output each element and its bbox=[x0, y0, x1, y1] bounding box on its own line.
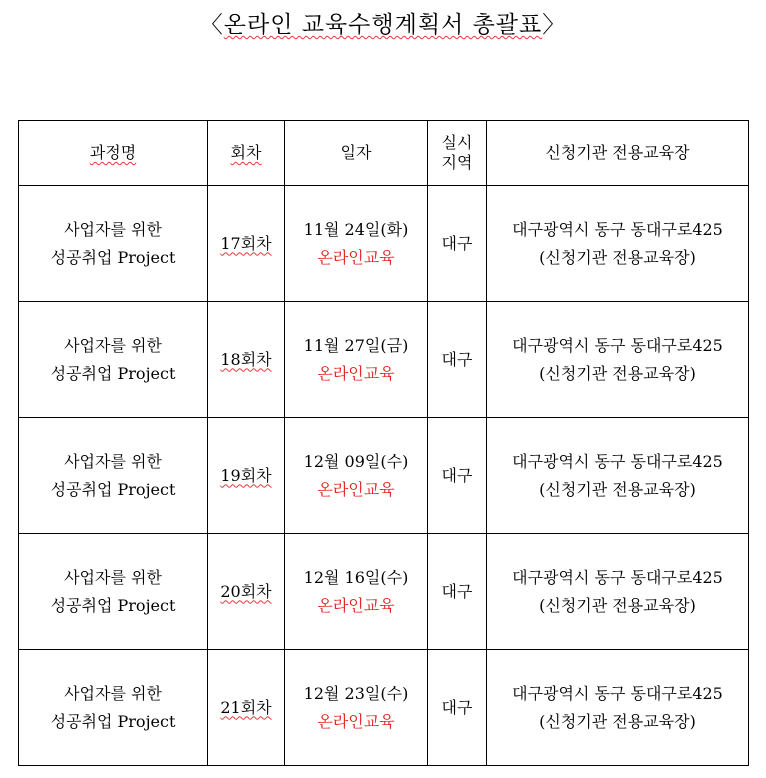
region-value: 대구 bbox=[441, 349, 473, 369]
date-value: 12월 09일(수) bbox=[303, 451, 409, 471]
venue-cell bbox=[487, 186, 749, 302]
session-value: 19회차 bbox=[220, 465, 272, 485]
venue-note: (신청기관 전용교육장) bbox=[539, 363, 696, 383]
document-title bbox=[0, 6, 766, 39]
date-value: 12월 16일(수) bbox=[303, 567, 409, 587]
region-cell bbox=[428, 186, 487, 302]
course-name-line1: 사업자를 위한 bbox=[64, 451, 162, 471]
mode-value: 온라인교육 bbox=[317, 711, 395, 731]
region-cell bbox=[428, 418, 487, 534]
header-session: 회차 bbox=[208, 121, 285, 186]
venue-address: 대구광역시 동구 동대구로425 bbox=[512, 451, 723, 471]
region-cell bbox=[428, 650, 487, 766]
title-open-bracket: 〈 bbox=[199, 12, 224, 38]
session-cell bbox=[208, 302, 285, 418]
course-name-line2: 성공취업 Project bbox=[50, 363, 176, 383]
date-cell bbox=[285, 186, 428, 302]
course-name-line2: 성공취업 Project bbox=[50, 247, 176, 267]
course-name-line1: 사업자를 위한 bbox=[64, 567, 162, 587]
session-value: 20회차 bbox=[220, 581, 272, 601]
venue-note: (신청기관 전용교육장) bbox=[539, 595, 696, 615]
venue-cell bbox=[487, 418, 749, 534]
date-cell bbox=[285, 418, 428, 534]
session-value: 18회차 bbox=[220, 349, 272, 369]
header-row bbox=[19, 121, 749, 186]
region-cell bbox=[428, 302, 487, 418]
venue-address: 대구광역시 동구 동대구로425 bbox=[512, 335, 723, 355]
venue-cell bbox=[487, 534, 749, 650]
venue-address: 대구광역시 동구 동대구로425 bbox=[512, 219, 723, 239]
region-value: 대구 bbox=[441, 697, 473, 717]
session-value: 17회차 bbox=[220, 233, 272, 253]
mode-value: 온라인교육 bbox=[317, 595, 395, 615]
course-name-line1: 사업자를 위한 bbox=[64, 335, 162, 355]
table-row bbox=[19, 418, 749, 534]
region-value: 대구 bbox=[441, 581, 473, 601]
session-cell bbox=[208, 650, 285, 766]
course-cell bbox=[19, 418, 208, 534]
course-name-line1: 사업자를 위한 bbox=[64, 683, 162, 703]
course-name-line2: 성공취업 Project bbox=[50, 595, 176, 615]
session-cell bbox=[208, 534, 285, 650]
table-row bbox=[19, 534, 749, 650]
region-value: 대구 bbox=[441, 465, 473, 485]
date-cell bbox=[285, 302, 428, 418]
region-cell bbox=[428, 534, 487, 650]
mode-value: 온라인교육 bbox=[317, 247, 395, 267]
course-cell bbox=[19, 302, 208, 418]
mode-value: 온라인교육 bbox=[317, 479, 395, 499]
session-value: 21회차 bbox=[220, 697, 272, 717]
venue-cell bbox=[487, 302, 749, 418]
header-course: 과정명 bbox=[19, 121, 208, 186]
date-value: 11월 24일(화) bbox=[303, 219, 409, 239]
course-cell bbox=[19, 650, 208, 766]
header-venue: 신청기관 전용교육장 bbox=[487, 121, 749, 186]
header-date: 일자 bbox=[285, 121, 428, 186]
table-row bbox=[19, 302, 749, 418]
course-cell bbox=[19, 186, 208, 302]
course-name-line1: 사업자를 위한 bbox=[64, 219, 162, 239]
schedule-table bbox=[18, 120, 749, 766]
course-name-line2: 성공취업 Project bbox=[50, 479, 176, 499]
mode-value: 온라인교육 bbox=[317, 363, 395, 383]
session-cell bbox=[208, 418, 285, 534]
table-row bbox=[19, 186, 749, 302]
venue-cell bbox=[487, 650, 749, 766]
venue-address: 대구광역시 동구 동대구로425 bbox=[512, 683, 723, 703]
venue-note: (신청기관 전용교육장) bbox=[539, 247, 696, 267]
date-cell bbox=[285, 650, 428, 766]
venue-note: (신청기관 전용교육장) bbox=[539, 711, 696, 731]
table-row bbox=[19, 650, 749, 766]
region-value: 대구 bbox=[441, 233, 473, 253]
date-value: 12월 23일(수) bbox=[303, 683, 409, 703]
venue-address: 대구광역시 동구 동대구로425 bbox=[512, 567, 723, 587]
title-close-bracket: 〉 bbox=[542, 12, 567, 38]
date-cell bbox=[285, 534, 428, 650]
session-cell bbox=[208, 186, 285, 302]
title-text: 온라인 교육수행계획서 총괄표 bbox=[223, 12, 543, 38]
date-value: 11월 27일(금) bbox=[303, 335, 409, 355]
header-region: 실시 지역 bbox=[428, 121, 487, 186]
course-name-line2: 성공취업 Project bbox=[50, 711, 176, 731]
course-cell bbox=[19, 534, 208, 650]
venue-note: (신청기관 전용교육장) bbox=[539, 479, 696, 499]
